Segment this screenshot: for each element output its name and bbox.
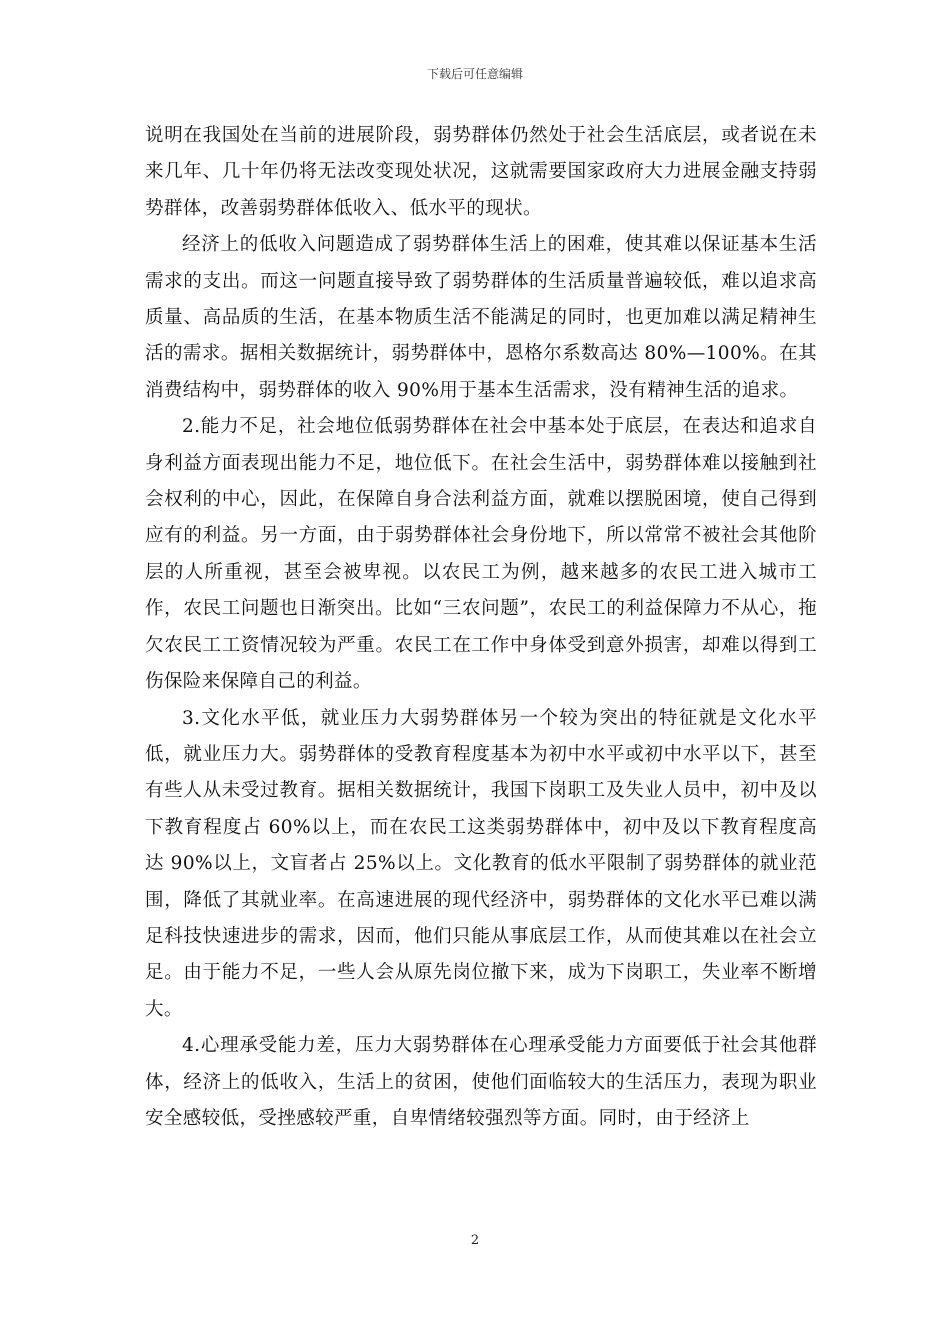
paragraph-1: 说明在我国处在当前的进展阶段，弱势群体仍然处于社会生活底层，或者说在未来几年、几十年仍将无法改变现处状况，这就需要国家政府大力进展金融支持弱势群体，改善弱势群体低收入、低水平的现状。	[145, 125, 817, 219]
paragraph-3: 2.能力不足，社会地位低弱势群体在社会中基本处于底层，在表达和追求自身利益方面表现出能力不足，地位低下。在社会生活中，弱势群体难以接触到社会权利的中心，因此，在保障自身合法利益方面，就难以摆脱困境，使自己得到应有的利益。另一方面，由于弱势群体社会身份地下，所以常常不被社会其他阶层的人所重视，甚至会被卑视。以农民工为例，越来越多的农民工进入城市工作，农民工问题也日渐突出。比如“三农问题”，农民工的利益保障力不从心，拖欠农民工工资情况较为严重。农民工在工作中身体受到意外损害，却难以得到工伤保险来保障自己的利益。	[145, 416, 817, 693]
paragraph-4: 3.文化水平低，就业压力大弱势群体另一个较为突出的特征就是文化水平低，就业压力大。弱势群体的受教育程度基本为初中水平或初中水平以下，甚至有些人从未受过教育。据相关数据统计，我国下岗职工及失业人员中，初中及以下教育程度占 60%以上，而在农民工这类弱势群体中，初中及以下教育程度高达 90%以上，文盲者占 25%以上。文化教育的低水平限制了弱势群体的就业范围，降低了其就业率。在高速进展的现代经济中，弱势群体的文化水平已难以满足科技快速进步的需求，因而，他们只能从事底层工作，从而使其难以在社会立足。由于能力不足，一些人会从原先岗位撤下来，成为下岗职工，失业率不断增大。	[145, 707, 817, 1020]
page-header: 下载后可任意编辑	[426, 67, 523, 81]
document-body	[145, 118, 817, 1137]
paragraph-2: 经济上的低收入问题造成了弱势群体生活上的困难，使其难以保证基本生活需求的支出。而这一问题直接导致了弱势群体的生活质量普遍较低，难以追求高质量、高品质的生活，在基本物质生活不能满足的同时，也更加难以满足精神生活的需求。据相关数据统计，弱势群体中，恩格尔系数高达 80%—100%。在其消费结构中，弱势群体的收入 90%用于基本生活需求，没有精神生活的追求。	[145, 234, 817, 401]
page-number: 2	[470, 1233, 480, 1248]
paragraph-5: 4.心理承受能力差，压力大弱势群体在心理承受能力方面要低于社会其他群体，经济上的低收入，生活上的贫困，使他们面临较大的生活压力，表现为职业安全感较低，受挫感较严重，自卑情绪较强烈等方面。同时，由于经济上	[145, 1035, 817, 1129]
